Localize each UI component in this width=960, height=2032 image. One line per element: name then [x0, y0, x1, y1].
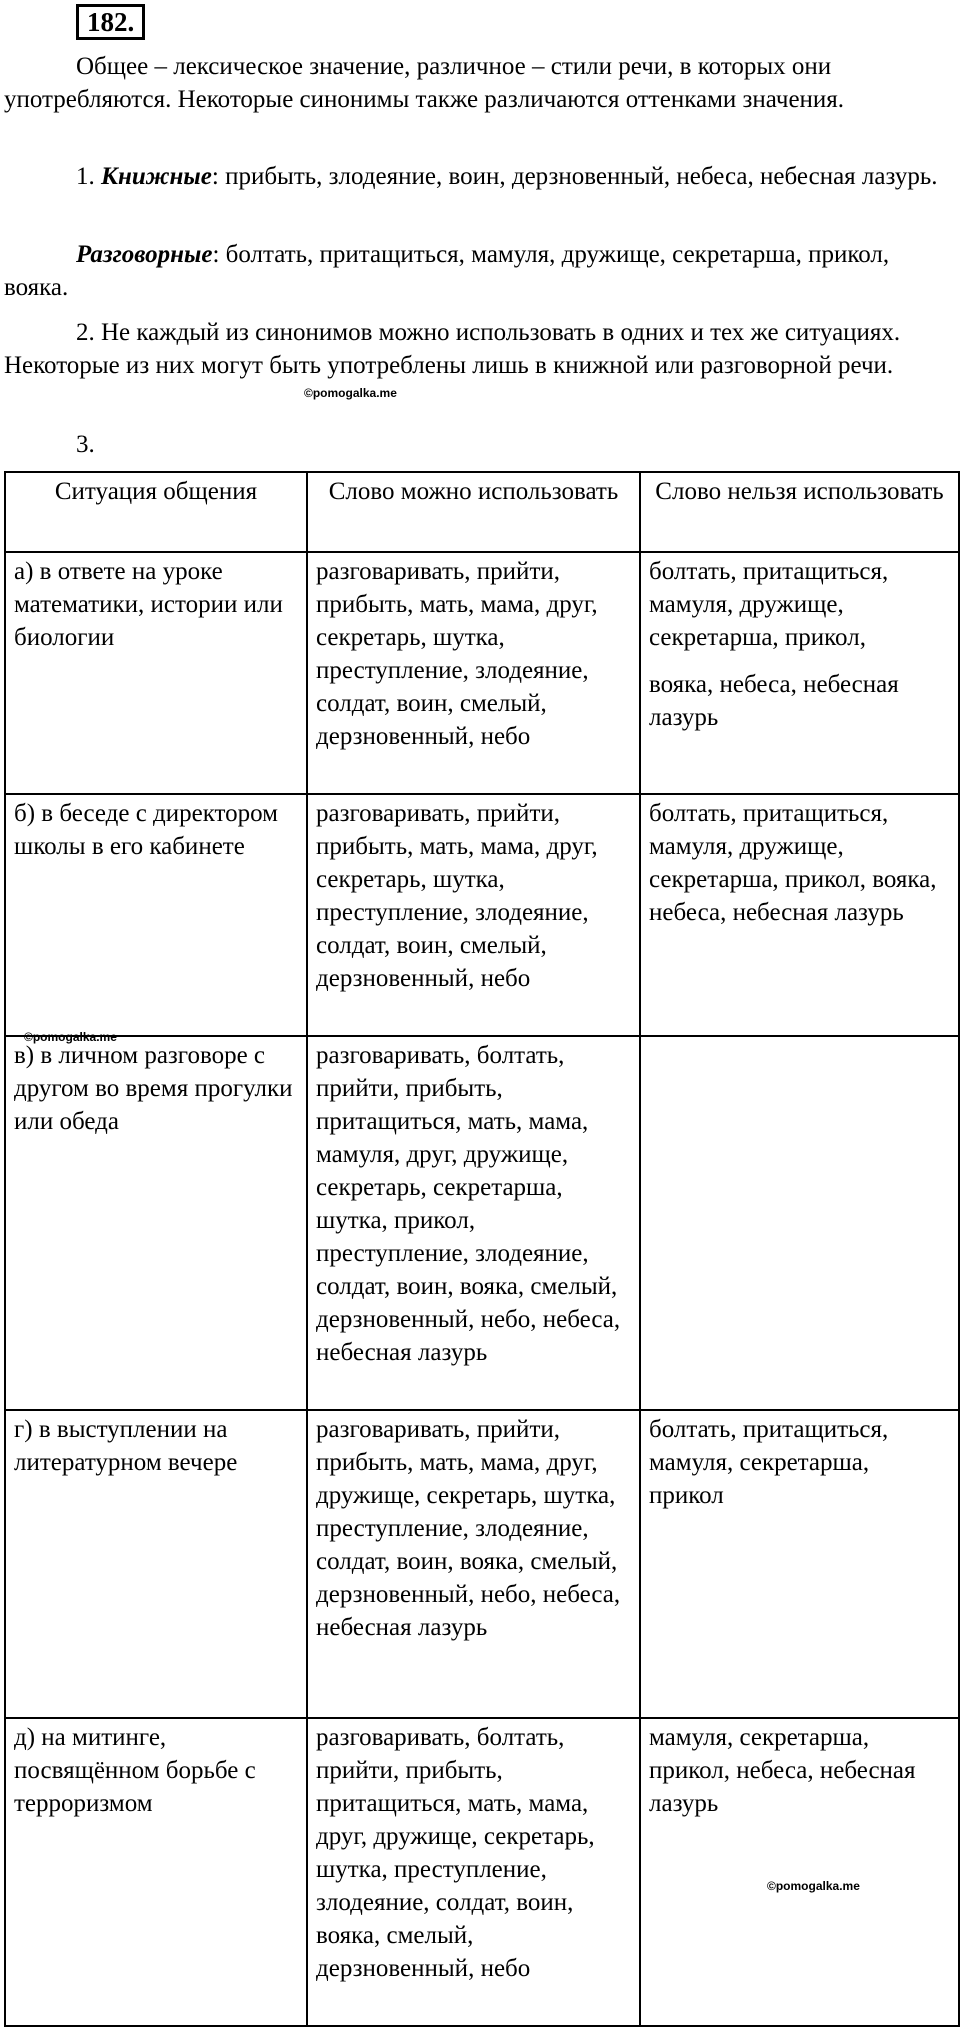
- cell-situation: а) в ответе на уроке математики, истории или биологии: [5, 552, 307, 794]
- header-can: Слово можно использовать: [307, 472, 640, 552]
- paragraph-usage-text: 2. Не каждый из синонимов можно использовать в одних и тех же ситуациях. Некоторые из них могут быть употреблены лишь в книжной или разговорной речи.: [4, 319, 901, 379]
- watermark: ©pomogalka.me: [24, 1030, 117, 1044]
- cell-cannot: [640, 552, 959, 794]
- paragraph-three-text: 3.: [76, 431, 95, 458]
- cell-can: разговаривать, прийти, прибыть, мать, мама, друг, секретарь, шутка, преступление, злодеяние, солдат, воин, смелый, дерзновенный, небо: [307, 794, 640, 1036]
- cell-can: разговаривать, болтать, прийти, прибыть, притащиться, мать, мама, друг, дружище, секретарь, шутка, преступление, злодеяние, солдат, воин, вояка, смелый, дерзновенный, небо: [307, 1718, 640, 2026]
- table-row: [5, 1410, 959, 1718]
- cell-can: разговаривать, болтать, прийти, прибыть, притащиться, мать, мама, мамуля, друг, дружище, секретарь, секретарша, шутка, прикол, преступление, злодеяние, солдат, воин, вояка, смелый, дерзновенный, небо, небеса, небесная лазурь: [307, 1036, 640, 1410]
- task-number: 182.: [76, 4, 145, 40]
- paragraph-bookish-num: 1.: [76, 163, 95, 190]
- cell-can: разговаривать, прийти, прибыть, мать, мама, друг, секретарь, шутка, преступление, злодеяние, солдат, воин, смелый, дерзновенный, небо: [307, 552, 640, 794]
- paragraph-general-text: Общее – лексическое значение, различное – стили речи, в которых они употребляются. Некоторые синонимы также различаются оттенками значения.: [4, 53, 845, 113]
- cell-situation: д) на митинге, посвящённом борьбе с терроризмом: [5, 1718, 307, 2026]
- cell-can: разговаривать, прийти, прибыть, мать, мама, друг, дружище, секретарь, шутка, преступление, злодеяние, солдат, воин, вояка, смелый, дерзновенный, небо, небеса, небесная лазурь: [307, 1410, 640, 1718]
- paragraph-colloquial: [4, 238, 944, 304]
- cell-cannot: [640, 1036, 959, 1410]
- table-row: [5, 1036, 959, 1410]
- paragraph-usage: [4, 316, 944, 382]
- bookish-words: : прибыть, злодеяние, воин, дерзновенный, небеса, небесная лазурь.: [211, 163, 938, 190]
- cell-cannot: болтать, притащиться, мамуля, секретарша, прикол: [640, 1410, 959, 1718]
- table-row: [5, 552, 959, 794]
- header-situation: Ситуация общения: [5, 472, 307, 552]
- watermark: ©pomogalka.me: [767, 1879, 860, 1893]
- cell-cannot-part-a: болтать, притащиться, мамуля, дружище, секретарша, прикол,: [649, 558, 889, 651]
- cell-situation: б) в беседе с директором школы в его кабинете ©pomogalka.me: [5, 794, 307, 1036]
- paragraph-general: [4, 50, 944, 116]
- header-cannot: Слово нельзя использовать: [640, 472, 959, 552]
- cell-situation: г) в выступлении на литературном вечере: [5, 1410, 307, 1718]
- table-row: [5, 794, 959, 1036]
- colloquial-label: Разговорные: [76, 241, 213, 268]
- cell-cannot-part-b: вояка, небеса, небесная лазурь: [649, 671, 899, 731]
- colloquial-words: : болтать, притащиться, мамуля, дружище, секретарша, прикол, вояка.: [4, 241, 890, 301]
- bookish-label: Книжные: [101, 163, 212, 190]
- cell-cannot: болтать, притащиться, мамуля, дружище, секретарша, прикол, вояка, небеса, небесная лазурь: [640, 794, 959, 1036]
- table-header-row: [5, 472, 959, 552]
- table-row: [5, 1718, 959, 2026]
- situations-table: [4, 471, 960, 2027]
- cell-cannot: мамуля, секретарша, прикол, небеса, небесная лазурь ©pomogalka.me: [640, 1718, 959, 2026]
- paragraph-bookish: [4, 160, 944, 193]
- paragraph-three: [4, 428, 944, 461]
- cell-situation: в) в личном разговоре с другом во время прогулки или обеда: [5, 1036, 307, 1410]
- watermark: ©pomogalka.me: [304, 386, 397, 400]
